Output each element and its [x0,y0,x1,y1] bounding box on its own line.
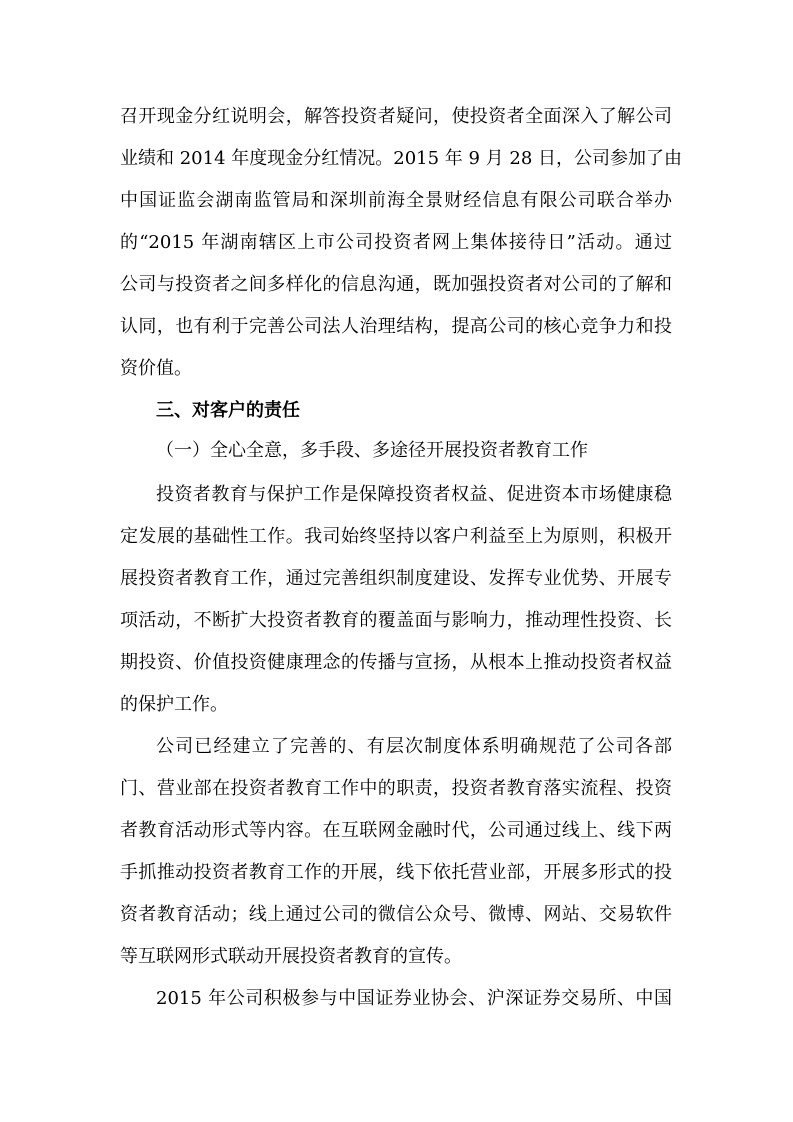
paragraph-line: 资者教育活动；线上通过公司的微信公众号、微博、网站、交易软件 [120,904,672,925]
paragraph-line: 认同，也有利于完善公司法人治理结构，提高公司的核心竞争力和投 [120,316,672,337]
paragraph-line: 门、营业部在投资者教育工作中的职责，投资者教育落实流程、投资 [120,778,672,799]
paragraph-line: 的“2015 年湖南辖区上市公司投资者网上集体接待日”活动。通过 [120,232,672,253]
paragraph-line: 等互联网形式联动开展投资者教育的宣传。 [120,946,462,967]
paragraph-line: 项活动，不断扩大投资者教育的覆盖面与影响力，推动理性投资、长 [120,610,672,631]
paragraph-line: 资价值。 [120,358,192,379]
paragraph-line: 2015 年公司积极参与中国证券业协会、沪深证券交易所、中国 [156,988,672,1009]
paragraph-line: 中国证监会湖南监管局和深圳前海全景财经信息有限公司联合举办 [120,190,672,211]
paragraph-line: 业绩和 2014 年度现金分红情况。2015 年 9 月 28 日，公司参加了由 [120,148,683,169]
subsection-heading: （一）全心全意，多手段、多途径开展投资者教育工作 [156,440,588,461]
paragraph-line: 投资者教育与保护工作是保障投资者权益、促进资本市场健康稳 [156,484,672,505]
section-heading: 三、对客户的责任 [156,400,300,421]
paragraph-line: 公司已经建立了完善的、有层次制度体系明确规范了公司各部 [156,736,672,757]
paragraph-line: 的保护工作。 [120,694,228,715]
paragraph-line: 召开现金分红说明会，解答投资者疑问，使投资者全面深入了解公司 [120,106,672,127]
paragraph-line: 期投资、价值投资健康理念的传播与宣扬，从根本上推动投资者权益 [120,652,672,673]
paragraph-line: 定发展的基础性工作。我司始终坚持以客户利益至上为原则，积极开 [120,526,672,547]
paragraph-line: 者教育活动形式等内容。在互联网金融时代，公司通过线上、线下两 [120,820,672,841]
paragraph-line: 手抓推动投资者教育工作的开展，线下依托营业部，开展多形式的投 [120,862,672,883]
paragraph-line: 展投资者教育工作，通过完善组织制度建设、发挥专业优势、开展专 [120,568,672,589]
paragraph-line: 公司与投资者之间多样化的信息沟通，既加强投资者对公司的了解和 [120,274,672,295]
